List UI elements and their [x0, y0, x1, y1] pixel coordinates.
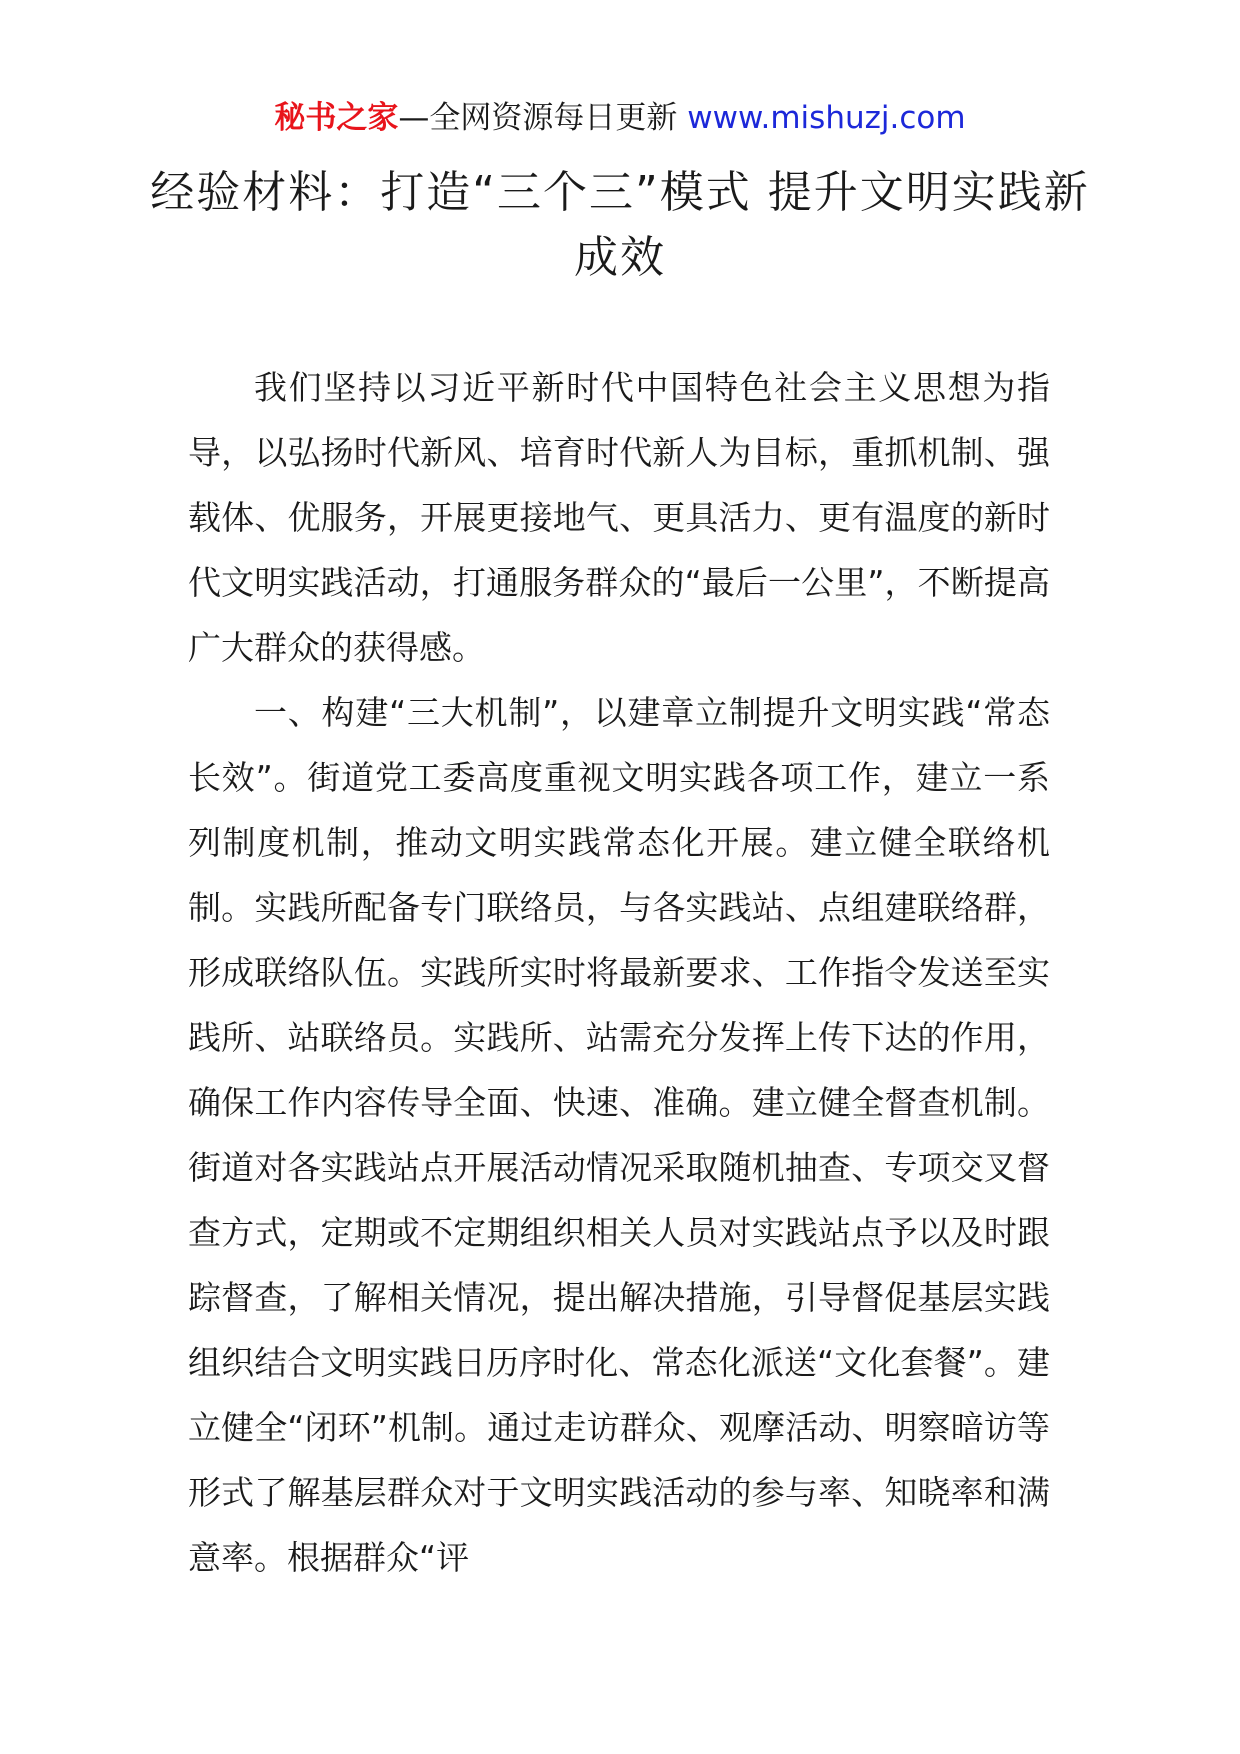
paragraph-intro: 我们坚持以习近平新时代中国特色社会主义思想为指导，以弘扬时代新风、培育时代新人为目标，重抓机制、强载体、优服务，开展更接地气、更具活力、更有温度的新时代文明实践活动，打通服务群众的“最后一公里”，不断提高广大群众的获得感。	[188, 368, 1050, 667]
document-title: 经验材料：打造“三个三”模式 提升文明实践新成效	[150, 167, 1090, 283]
site-slogan: —全网资源每日更新	[398, 100, 678, 136]
site-url-link[interactable]: www.mishuzj.com	[687, 100, 966, 136]
brand-name: 秘书之家	[274, 100, 399, 136]
document-body	[188, 355, 1050, 1590]
paragraph-section-one: 一、构建“三大机制”，以建章立制提升文明实践“常态长效”。街道党工委高度重视文明实践各项工作，建立一系列制度机制，推动文明实践常态化开展。建立健全联络机制。实践所配备专门联络员，与各实践站、点组建联络群，形成联络队伍。实践所实时将最新要求、工作指令发送至实践所、站联络员。实践所、站需充分发挥上传下达的作用，确保工作内容传导全面、快速、准确。建立健全督查机制。街道对各实践站点开展活动情况采取随机抽查、专项交叉督查方式，定期或不定期组织相关人员对实践站点予以及时跟踪督查，了解相关情况，提出解决措施，引导督促基层实践组织结合文明实践日历序时化、常态化派送“文化套餐”。建立健全“闭环”机制。通过走访群众、观摩活动、明察暗访等形式了解基层群众对于文明实践活动的参与率、知晓率和满意率。根据群众“评	[188, 693, 1050, 1577]
site-header	[0, 98, 1240, 138]
